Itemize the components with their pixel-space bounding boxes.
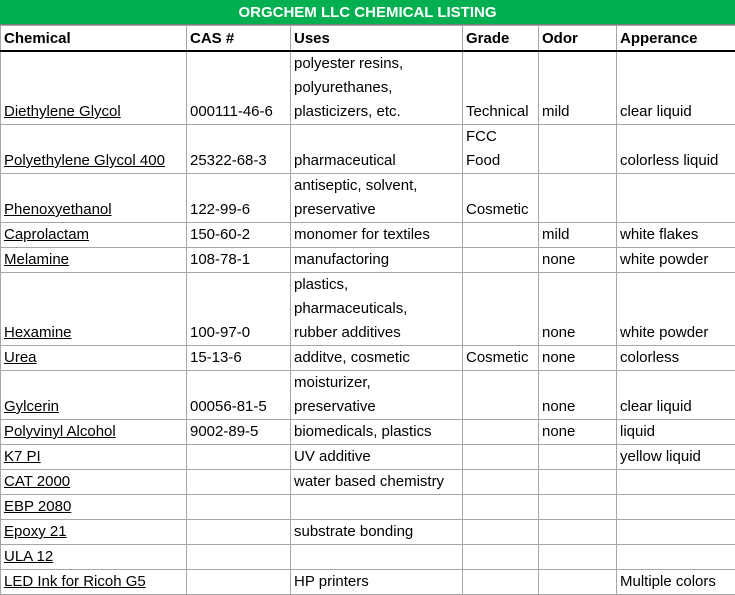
odor-cell[interactable]: none xyxy=(539,248,617,273)
cas-cell[interactable]: 15-13-6 xyxy=(187,346,291,371)
cas-cell[interactable] xyxy=(187,470,291,495)
odor-cell[interactable]: none xyxy=(539,346,617,371)
table-row xyxy=(1,174,735,223)
cas-cell[interactable] xyxy=(187,495,291,520)
chemical-cell[interactable]: EBP 2080 xyxy=(1,495,187,520)
chemical-cell[interactable]: K7 PI xyxy=(1,445,187,470)
chemical-cell[interactable]: Caprolactam xyxy=(1,223,187,248)
chemical-cell[interactable]: Hexamine xyxy=(1,273,187,346)
odor-cell[interactable] xyxy=(539,445,617,470)
odor-cell[interactable] xyxy=(539,125,617,174)
table-row xyxy=(1,520,735,545)
grade-cell[interactable] xyxy=(463,470,539,495)
uses-cell[interactable]: antiseptic, solvent, preservative xyxy=(291,174,463,223)
appearance-cell[interactable] xyxy=(617,520,735,545)
cas-cell[interactable]: 25322-68-3 xyxy=(187,125,291,174)
cas-cell[interactable]: 9002-89-5 xyxy=(187,420,291,445)
chemical-cell[interactable]: CAT 2000 xyxy=(1,470,187,495)
chemical-cell[interactable]: Melamine xyxy=(1,248,187,273)
uses-cell[interactable]: manufactoring xyxy=(291,248,463,273)
appearance-cell[interactable]: liquid xyxy=(617,420,735,445)
odor-cell[interactable]: mild xyxy=(539,223,617,248)
uses-cell[interactable]: biomedicals, plastics xyxy=(291,420,463,445)
uses-cell[interactable]: plastics, pharmaceuticals, rubber additives xyxy=(291,273,463,346)
appearance-cell[interactable]: clear liquid xyxy=(617,371,735,420)
odor-cell[interactable] xyxy=(539,495,617,520)
table-row xyxy=(1,223,735,248)
chemical-cell[interactable]: Gylcerin xyxy=(1,371,187,420)
chemical-cell[interactable]: Phenoxyethanol xyxy=(1,174,187,223)
uses-cell[interactable]: monomer for textiles xyxy=(291,223,463,248)
header-odor[interactable]: Odor xyxy=(539,26,617,52)
table-row xyxy=(1,346,735,371)
odor-cell[interactable] xyxy=(539,570,617,595)
table-row xyxy=(1,545,735,570)
grade-cell[interactable] xyxy=(463,495,539,520)
uses-cell[interactable]: pharmaceutical xyxy=(291,125,463,174)
table-row xyxy=(1,51,735,125)
table-row xyxy=(1,125,735,174)
cas-cell[interactable]: 100-97-0 xyxy=(187,273,291,346)
chemical-table xyxy=(0,25,735,595)
uses-cell[interactable]: UV additive xyxy=(291,445,463,470)
cas-cell[interactable]: 150-60-2 xyxy=(187,223,291,248)
cas-cell[interactable]: 00056-81-5 xyxy=(187,371,291,420)
uses-cell[interactable] xyxy=(291,545,463,570)
table-row xyxy=(1,495,735,520)
appearance-cell[interactable] xyxy=(617,545,735,570)
uses-cell[interactable]: HP printers xyxy=(291,570,463,595)
sheet-title[interactable]: ORGCHEM LLC CHEMICAL LISTING xyxy=(0,0,735,25)
chemical-cell[interactable]: Polyethylene Glycol 400 xyxy=(1,125,187,174)
grade-cell[interactable] xyxy=(463,420,539,445)
uses-cell[interactable]: additve, cosmetic xyxy=(291,346,463,371)
grade-cell[interactable]: FCC Food xyxy=(463,125,539,174)
odor-cell[interactable] xyxy=(539,545,617,570)
grade-cell[interactable]: Cosmetic xyxy=(463,346,539,371)
cas-cell[interactable]: 000111-46-6 xyxy=(187,51,291,125)
table-row xyxy=(1,445,735,470)
header-grade[interactable]: Grade xyxy=(463,26,539,52)
grade-cell[interactable] xyxy=(463,520,539,545)
grade-cell[interactable] xyxy=(463,570,539,595)
odor-cell[interactable]: none xyxy=(539,420,617,445)
odor-cell[interactable]: none xyxy=(539,371,617,420)
appearance-cell[interactable] xyxy=(617,470,735,495)
grade-cell[interactable] xyxy=(463,371,539,420)
cas-cell[interactable]: 122-99-6 xyxy=(187,174,291,223)
grade-cell[interactable] xyxy=(463,545,539,570)
header-appearance[interactable]: Apperance xyxy=(617,26,735,52)
cas-cell[interactable] xyxy=(187,545,291,570)
grade-cell[interactable]: Cosmetic xyxy=(463,174,539,223)
header-uses[interactable]: Uses xyxy=(291,26,463,52)
grade-cell[interactable]: Technical xyxy=(463,51,539,125)
appearance-cell[interactable]: Multiple colors xyxy=(617,570,735,595)
grade-cell[interactable] xyxy=(463,223,539,248)
table-row xyxy=(1,371,735,420)
table-row xyxy=(1,420,735,445)
chemical-cell[interactable]: Diethylene Glycol xyxy=(1,51,187,125)
uses-cell[interactable]: substrate bonding xyxy=(291,520,463,545)
chemical-cell[interactable]: Urea xyxy=(1,346,187,371)
appearance-cell[interactable] xyxy=(617,174,735,223)
cas-cell[interactable]: 108-78-1 xyxy=(187,248,291,273)
appearance-cell[interactable]: white flakes xyxy=(617,223,735,248)
odor-cell[interactable] xyxy=(539,174,617,223)
table-row xyxy=(1,273,735,346)
table-row xyxy=(1,470,735,495)
appearance-cell[interactable]: clear liquid xyxy=(617,51,735,125)
odor-cell[interactable]: mild xyxy=(539,51,617,125)
appearance-cell[interactable]: colorless xyxy=(617,346,735,371)
chemical-cell[interactable]: ULA 12 xyxy=(1,545,187,570)
uses-cell[interactable]: water based chemistry xyxy=(291,470,463,495)
uses-cell[interactable] xyxy=(291,495,463,520)
header-chemical[interactable]: Chemical xyxy=(1,26,187,52)
table-row xyxy=(1,570,735,595)
cas-cell[interactable] xyxy=(187,570,291,595)
cas-cell[interactable] xyxy=(187,520,291,545)
appearance-cell[interactable]: white powder xyxy=(617,273,735,346)
chemical-cell[interactable]: Epoxy 21 xyxy=(1,520,187,545)
table-row xyxy=(1,248,735,273)
chemical-cell[interactable]: Polyvinyl Alcohol xyxy=(1,420,187,445)
grade-cell[interactable] xyxy=(463,445,539,470)
appearance-cell[interactable]: colorless liquid xyxy=(617,125,735,174)
appearance-cell[interactable]: white powder xyxy=(617,248,735,273)
grade-cell[interactable] xyxy=(463,248,539,273)
chemical-cell[interactable]: LED Ink for Ricoh G5 xyxy=(1,570,187,595)
uses-cell[interactable]: polyester resins, polyurethanes, plasticizers, etc. xyxy=(291,51,463,125)
grade-cell[interactable] xyxy=(463,273,539,346)
odor-cell[interactable] xyxy=(539,470,617,495)
appearance-cell[interactable]: yellow liquid xyxy=(617,445,735,470)
header-cas[interactable]: CAS # xyxy=(187,26,291,52)
uses-cell[interactable]: moisturizer, preservative xyxy=(291,371,463,420)
odor-cell[interactable]: none xyxy=(539,273,617,346)
appearance-cell[interactable] xyxy=(617,495,735,520)
header-row xyxy=(1,26,735,52)
cas-cell[interactable] xyxy=(187,445,291,470)
odor-cell[interactable] xyxy=(539,520,617,545)
